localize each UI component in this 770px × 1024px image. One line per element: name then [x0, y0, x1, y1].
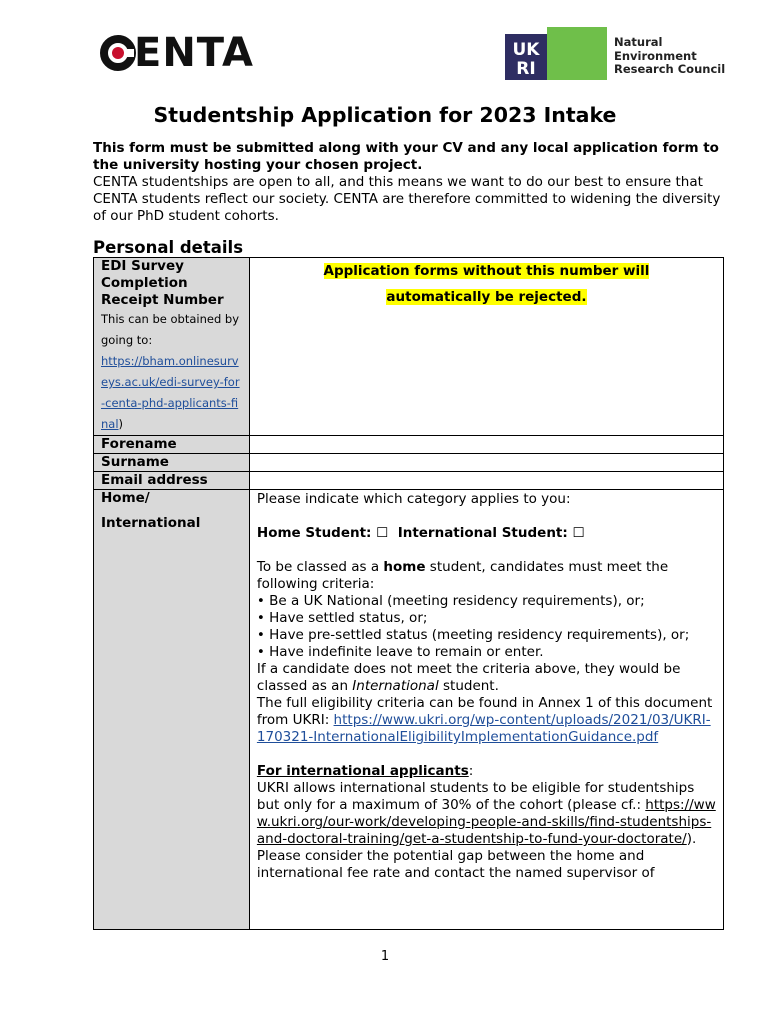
home-intl-label-1: Home/ — [101, 490, 150, 506]
email-input[interactable] — [249, 472, 723, 490]
ukri-studentship-link[interactable]: https://www.ukri.org/our-work/developing-people-and-skills/find-studentships-and-doctoral-training/get-a-studentship-to-fund-your-doctorate/ — [256, 797, 716, 847]
ukri-logo-mark — [505, 27, 607, 80]
intl-text — [257, 780, 716, 882]
forename-label: Forename — [94, 436, 250, 454]
edi-warning-2: automatically be rejected. — [386, 289, 587, 305]
edi-receipt-input[interactable] — [249, 258, 723, 436]
full-criteria-text — [257, 695, 716, 746]
intl-text-pre: UKRI allows international students to be eligible for studentships but only for a maximum of 30% of the cohort (please cf.: — [256, 780, 695, 813]
centa-logo-text: ENTA — [134, 30, 254, 76]
criteria-item: • Have indefinite leave to remain or enter. — [256, 644, 544, 660]
full-criteria: The full eligibility criteria can be found in Annex 1 of this document from UKRI: — [256, 695, 713, 728]
intl-text-post: ). Please consider the potential gap between the home and international fee rate and contact the named supervisor of — [256, 831, 697, 881]
surname-label: Surname — [94, 454, 250, 472]
not-meet-post: student. — [438, 678, 499, 694]
home-pre: To be classed as a — [256, 559, 384, 575]
international-student-label: International Student: — [397, 525, 568, 541]
svg-text:UK: UK — [512, 40, 540, 60]
edi-note — [101, 309, 242, 435]
category-cell — [249, 490, 723, 930]
forename-input[interactable] — [249, 436, 723, 454]
home-student-checkbox[interactable]: ☐ — [376, 525, 389, 541]
criteria-item: • Have pre-settled status (meeting residency requirements), or; — [256, 627, 690, 643]
personal-details-table — [93, 257, 724, 930]
intro-text — [93, 140, 733, 225]
edi-note-suffix: ) — [118, 417, 124, 431]
intro-bold: This form must be submitted along with your CV and any local application form to the university hosting your chosen project. — [93, 140, 719, 173]
home-student-label: Home Student: — [256, 525, 372, 541]
intro-normal: CENTA studentships are open to all, and this means we want to do our best to ensure that CENTA students reflect our society. CENTA are therefore committed to widening the diversity of our PhD student cohorts. — [93, 174, 721, 224]
edi-survey-link[interactable]: https://bham.onlinesurveys.ac.uk/edi-survey-for-centa-phd-applicants-final — [101, 354, 240, 431]
edi-warning-1: Application forms without this number will — [323, 263, 650, 279]
not-meet-pre: If a candidate does not meet the criteria above, they would be classed as an — [256, 661, 681, 694]
home-post: student, candidates must meet the following criteria: — [256, 559, 669, 592]
edi-label-cell — [94, 258, 250, 436]
home-intl-label-2: International — [101, 515, 201, 531]
email-label: Email address — [94, 472, 250, 490]
section-title: Personal details — [93, 238, 244, 257]
home-criteria-intro — [257, 559, 716, 593]
home-word: home — [383, 559, 426, 575]
international-student-checkbox[interactable]: ☐ — [572, 525, 585, 541]
not-meet-italic: International — [352, 678, 439, 694]
category-prompt: Please indicate which category applies to you: — [256, 491, 571, 507]
nerc-line: Environment — [614, 48, 697, 63]
page-title: Studentship Application for 2023 Intake — [153, 103, 617, 127]
nerc-line: Research Council — [614, 62, 726, 76]
category-options — [257, 525, 716, 542]
intl-heading-line — [257, 763, 716, 780]
criteria-list — [257, 593, 716, 661]
edi-label: EDI Survey Completion Receipt Number — [101, 258, 224, 308]
nerc-line: Natural — [614, 35, 663, 49]
criteria-item: • Have settled status, or; — [256, 610, 428, 626]
centa-logo — [100, 32, 265, 74]
intl-colon: : — [468, 763, 474, 779]
ukri-guidance-link[interactable]: https://www.ukri.org/wp-content/uploads/2021/03/UKRI-170321-InternationalEligibilityImplementationGuidance.pdf — [256, 712, 711, 745]
edi-note-prefix: This can be obtained by going to: — [101, 312, 240, 347]
ukri-logo — [505, 27, 607, 80]
page-number: 1 — [380, 949, 390, 964]
svg-text:RI: RI — [516, 59, 536, 79]
home-intl-label-cell — [94, 490, 250, 930]
intl-heading: For international applicants — [256, 763, 469, 779]
not-meet-text — [257, 661, 716, 695]
criteria-item: • Be a UK National (meeting residency requirements), or; — [256, 593, 645, 609]
surname-input[interactable] — [249, 454, 723, 472]
nerc-name — [614, 36, 725, 77]
